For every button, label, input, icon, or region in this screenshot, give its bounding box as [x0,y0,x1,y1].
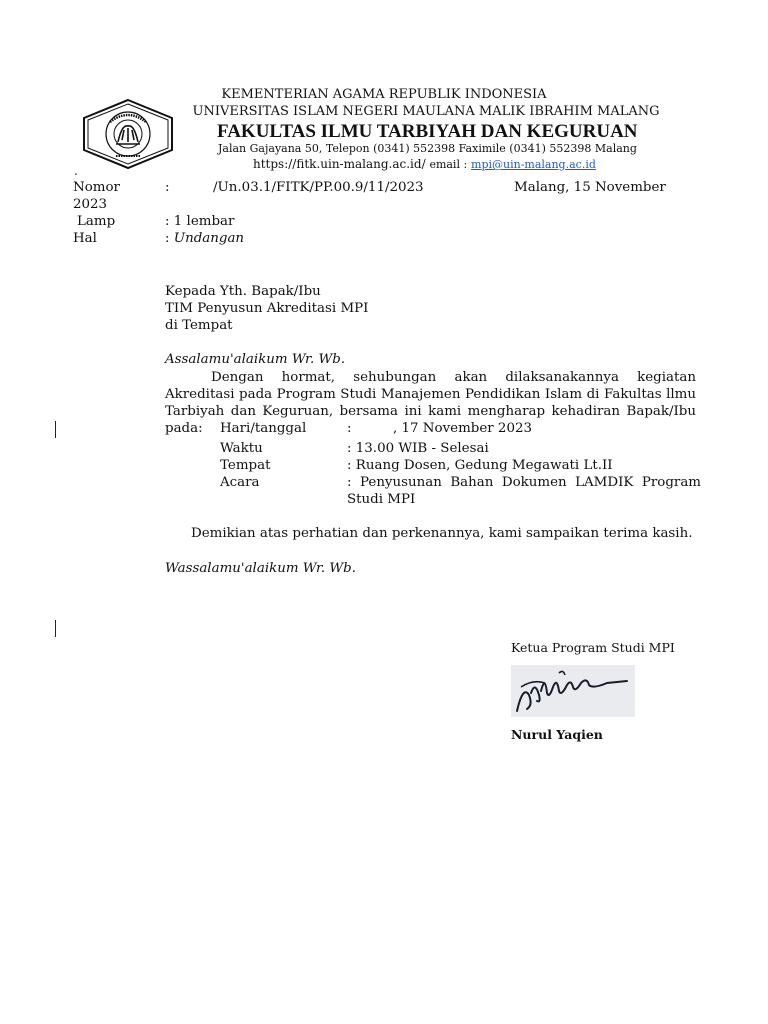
body-paragraph-text: Dengan hormat, sehubungan akan dilaksanakannya kegiatan Akreditasi pada Program Studi Manajemen Pendidikan Islam di Fakultas llmu Tarbiyah dan Keguruan, bersama ini kami mengharap kehadiran Bapak/Ibu pada: [165,370,696,436]
detail-label-event: Acara [220,475,260,490]
recipient-line-1: Kepada Yth. Bapak/Ibu [165,284,321,299]
detail-colon-date: : [347,421,352,436]
letter-year: 2023 [73,197,108,212]
signature-image [511,665,635,717]
letter-date: Malang, 15 November [514,180,666,195]
faculty-address: Jalan Gajayana 50, Telepon (0341) 552398 Faximile (0341) 552398 Malang [218,142,637,155]
text-cursor-mark [55,620,56,637]
detail-value-place: : Ruang Dosen, Gedung Megawati Lt.II [347,458,613,473]
email-link[interactable]: mpi@uin-malang.ac.id [471,158,596,171]
detail-label-date: Hari/tanggal [220,421,307,436]
website-text: https://fitk.uin-malang.ac.id/ [253,157,426,171]
nomor-value: /Un.03.1/FITK/PP.00.9/11/2023 [213,180,424,195]
lamp-value: : 1 lembar [165,214,235,229]
signature-scribble [511,665,635,717]
lamp-label: Lamp [77,214,116,229]
ministry-name: KEMENTERIAN AGAMA REPUBLIK INDONESIA [221,87,547,102]
hal-value: Undangan [173,231,245,246]
detail-label-place: Tempat [220,458,271,473]
signatory-title: Ketua Program Studi MPI [511,640,675,655]
closing-sentence: Demikian atas perhatian dan perkenannya, kami sampaikan terima kasih. [191,526,693,541]
hal-value-line [165,231,244,246]
text-cursor-mark [55,421,56,438]
faculty-name: FAKULTAS ILMU TARBIYAH DAN KEGURUAN [217,121,638,142]
detail-value-event: : Penyusunan Bahan Dokumen LAMDIK Program [347,475,701,490]
detail-label-time: Waktu [220,441,263,456]
university-name: UNIVERSITAS ISLAM NEGERI MAULANA MALIK IBRAHIM MALANG [192,104,660,119]
contact-line [253,157,596,171]
nomor-label: Nomor [73,180,120,195]
greeting-text: Assalamu'alaikum Wr. Wb. [165,352,346,367]
email-label: email : [429,158,468,171]
hal-colon: : [165,231,170,246]
header-dot: . [74,164,78,178]
farewell-text: Wassalamu'alaikum Wr. Wb. [165,561,356,576]
signatory-name: Nurul Yaqien [511,727,603,742]
nomor-colon: : [165,180,170,195]
hal-label: Hal [73,231,97,246]
greeting [165,352,345,367]
detail-value-date: , 17 November 2023 [393,421,533,436]
detail-value-time: : 13.00 WIB - Selesai [347,441,489,456]
detail-value-event-cont: Studi MPI [347,492,416,507]
recipient-line-2: TIM Penyusun Akreditasi MPI [165,301,369,316]
farewell [165,561,356,576]
recipient-line-3: di Tempat [165,318,233,333]
